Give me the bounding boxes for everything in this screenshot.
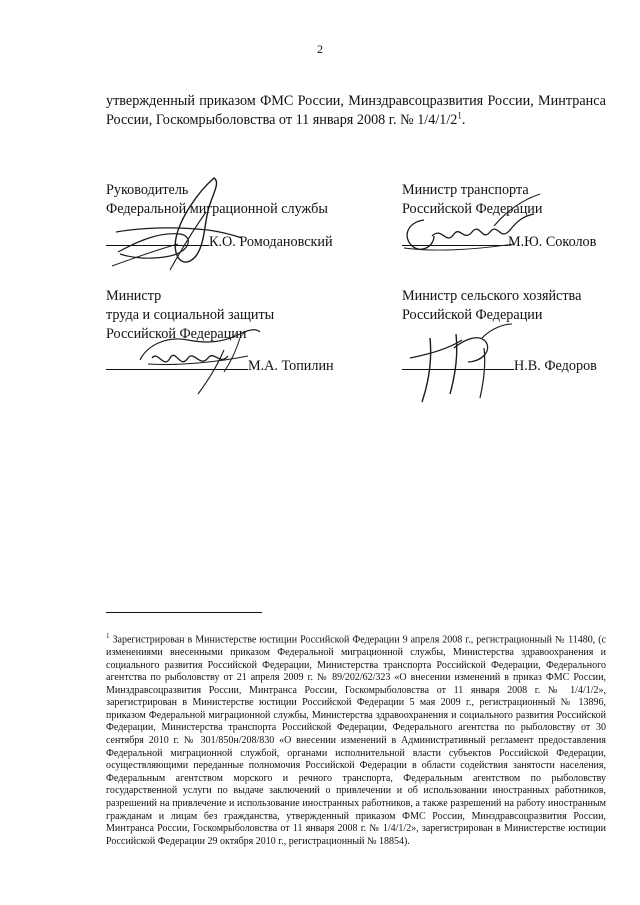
signatory-name: К.О. Ромодановский bbox=[209, 234, 333, 250]
signature-labor-image bbox=[128, 320, 268, 400]
footnote-text: Зарегистрирован в Министерстве юстиции Российской Федерации 9 апреля 2008 г., регистрационный № 11480, (с изменениями внесенными приказом Федеральной миграционной службы, Министерства здравоохранения и социального развития Российской Федерации, Министерства транспорта Российской Федерации, Федерального агентства по рыболовству от 21 апреля 2009 г. № 89/202/62/323 «О внесении изменений в приказ ФМС России, Минздравсоцразвития России, Минтранса России, Госкомрыболовства от 11 января 2008 г. № 1/4/1/2», зарегистрирован в Министерстве юстиции Российской Федерации 5 мая 2009 г., регистрационный № 13896, приказом Федеральной миграционной службы, Министерства здравоохранения и социального развития Российской Федерации, Министерства транспорта Российской Федерации, Федерального агентства по рыболовству от 30 сентября 2010 г. № 301/850н/208/830 «О внесении изменений в Административный регламент предоставления Федеральной миграционной службой, органами исполнительной власти субъектов Российской Федерации, осуществляющими переданные полномочия Российской Федерации в области содействия занятости населения, Федеральным агентством морского и речного транспорта, Федеральным агентством по рыболовству государственной услуги по выдаче заключений о привлечении и об использовании иностранных работников, разрешений на привлечение и использование иностранных работников, а также разрешений на работу иностранным гражданам и лицам без гражданства, утвержденный приказом ФМС России, Минздравсоцразвития России, Минтранса России, Госкомрыболовства от 11 января 2008 г. № 1/4/1/2», зарегистрирован в Министерстве юстиции Российской Федерации 29 октября 2010 г., регистрационный № 18854). bbox=[106, 634, 607, 847]
footnote-marker: 1 bbox=[106, 632, 110, 640]
signatory-title-line: Российской Федерации bbox=[402, 201, 543, 217]
signatory-title-line: Российской Федерации bbox=[402, 307, 543, 323]
footnote-reference: 1 bbox=[457, 110, 462, 121]
signatory-title-line: Министр сельского хозяйства bbox=[402, 288, 582, 304]
page-number: 2 bbox=[317, 42, 323, 56]
footnote-divider bbox=[106, 612, 262, 613]
intro-paragraph bbox=[106, 92, 606, 130]
intro-end: . bbox=[461, 112, 466, 128]
signatory-title-line: труда и социальной защиты bbox=[106, 307, 275, 323]
signatory-title-line: Министр bbox=[106, 288, 162, 304]
signatory-name: М.Ю. Соколов bbox=[508, 234, 597, 250]
signatory-title-line: Российской Федерации bbox=[106, 326, 247, 342]
signatory-name: Н.В. Федоров bbox=[514, 358, 597, 374]
signatory-title-line: Руководитель bbox=[106, 182, 189, 198]
footnote bbox=[106, 630, 606, 848]
intro-text: утвержденный приказом ФМС России, Минздравсоцразвития России, Минтранса России, Госкомрыболовства от 11 января 2008 г. № 1/4/1/2 bbox=[106, 93, 606, 128]
signature-transport-image bbox=[394, 186, 554, 266]
signature-agriculture-image bbox=[400, 318, 520, 408]
signature-fms-image bbox=[110, 172, 250, 282]
signatory-name: М.А. Топилин bbox=[248, 358, 334, 374]
signatory-title-line: Федеральной миграционной службы bbox=[106, 201, 328, 217]
signatory-title-line: Министр транспорта bbox=[402, 182, 529, 198]
